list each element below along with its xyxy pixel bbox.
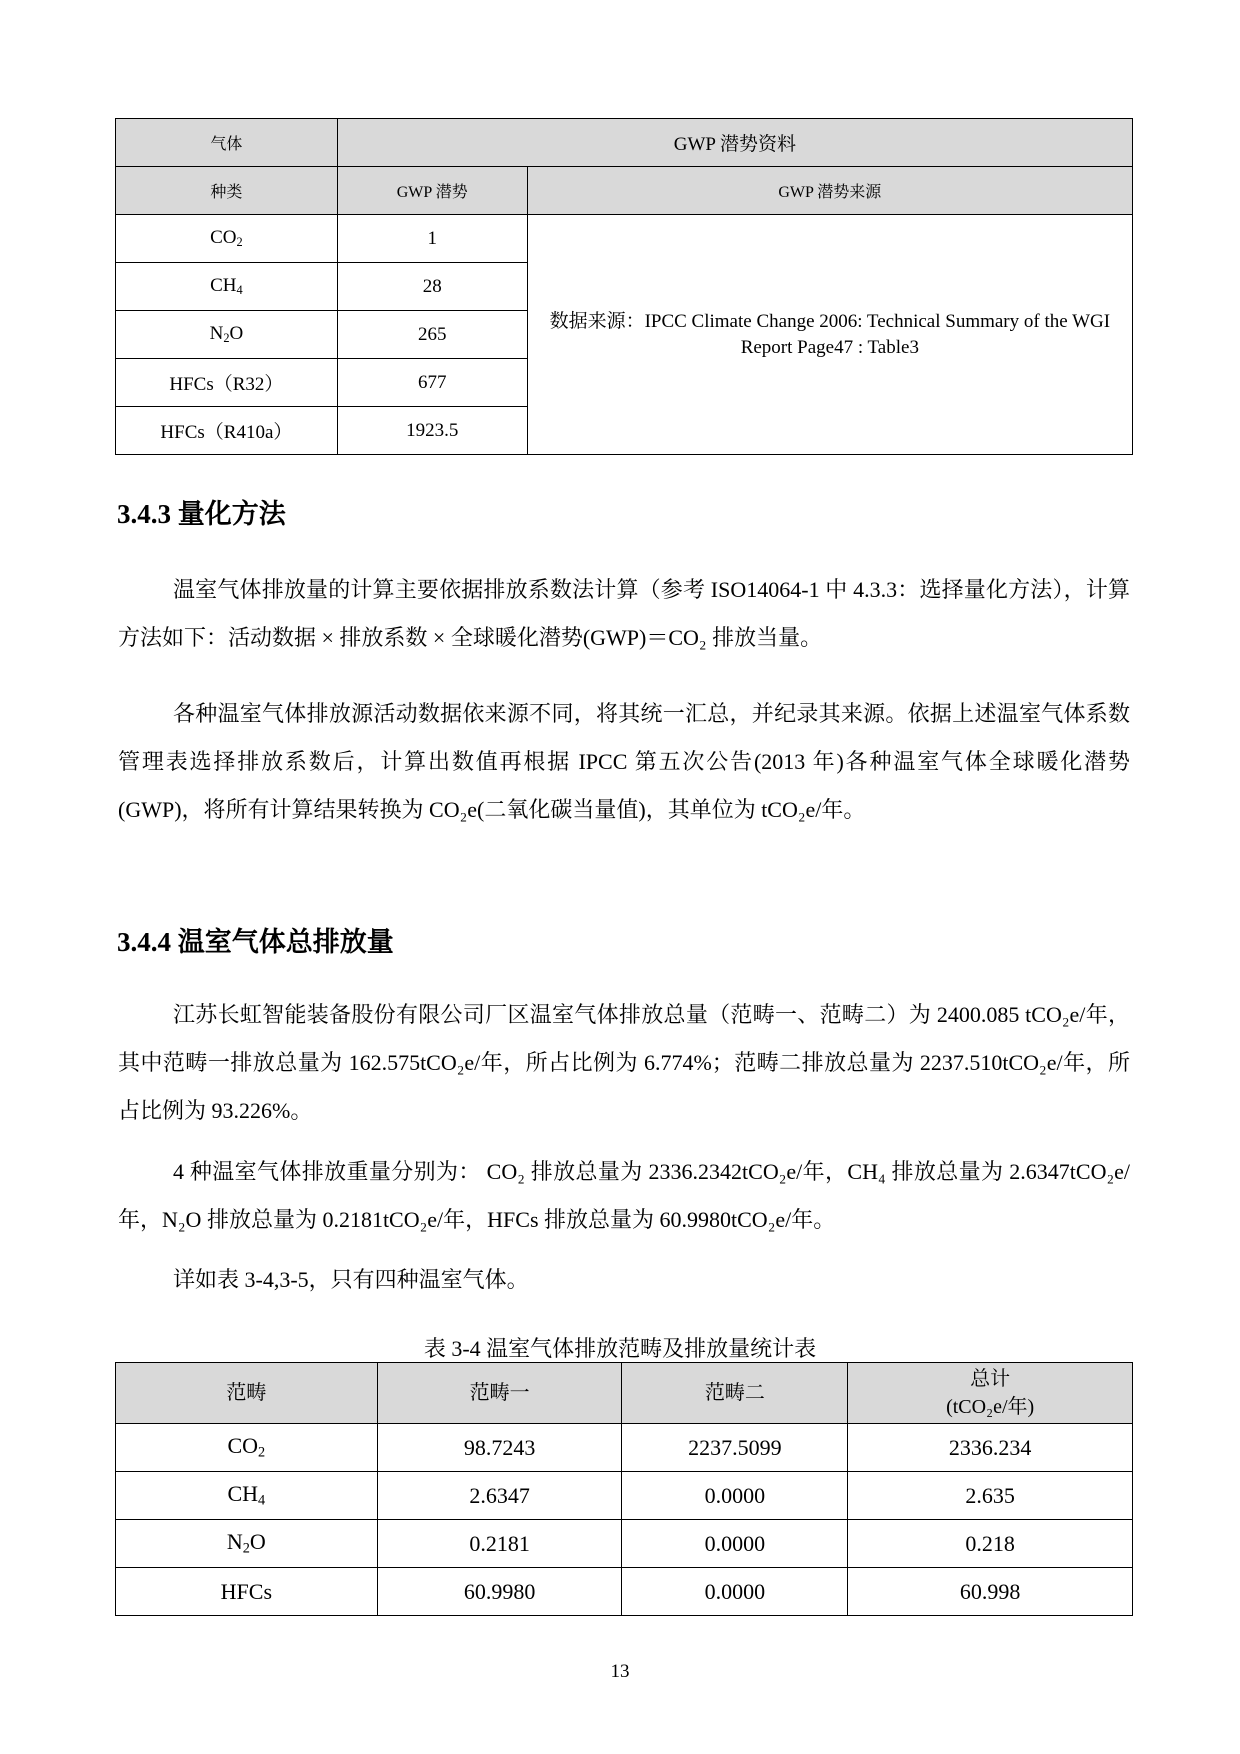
section-heading-3-4-3: 3.4.3 量化方法 — [117, 499, 286, 529]
table-row — [116, 215, 1133, 263]
scope1-cell: 98.7243 — [377, 1424, 622, 1472]
header-total-label: 总计 — [970, 1368, 1011, 1390]
gas-cell: $N_2O$ — [116, 311, 338, 359]
scope1-cell: 2.6347 — [377, 1472, 622, 1520]
table-row — [116, 1424, 1133, 1472]
gwp-table — [115, 118, 1133, 455]
gwp-header-info: GWP 潜势资料 — [337, 119, 1132, 167]
gwp-header-gwp: GWP 潜势 — [337, 167, 527, 215]
header-total-unit: (tCO₂e/年) — [946, 1396, 1035, 1418]
gwp-value-cell: 677 — [337, 359, 527, 407]
table-caption: 表 3-4 温室气体排放范畴及排放量统计表 — [423, 1336, 817, 1361]
gwp-header-gas: 气体 — [116, 119, 338, 167]
gwp-value-cell: 1923.5 — [337, 407, 527, 455]
page-number: 13 — [610, 1661, 630, 1682]
total-cell: 2336.234 — [848, 1424, 1133, 1472]
table-row — [116, 1568, 1133, 1616]
scope1-cell: 60.9980 — [377, 1568, 622, 1616]
gwp-source-cell: 数据来源：IPCC Climate Change 2006: Technical Summary of the WGI Report Page47 : Table3 — [527, 215, 1132, 455]
gwp-value-cell: 28 — [337, 263, 527, 311]
paragraph-see-tables: 详如表 3-4,3-5，只有四种温室气体。 — [173, 1267, 529, 1292]
header-total — [848, 1363, 1133, 1424]
paragraph-method: 温室气体排放量的计算主要依据排放系数法计算（参考 ISO14064-1 中 4.3.3：选择量化方法），计算方法如下：活动数据 × 排放系数 × 全球暖化潜势(GWP)＝CO₂ 排放当量。 — [118, 577, 1130, 650]
section-heading-3-4-4: 3.4.4 温室气体总排放量 — [117, 927, 394, 957]
gas-cell: HFCs — [116, 1568, 378, 1616]
gas-cell: $CH_4$ — [116, 263, 338, 311]
total-cell: 60.998 — [848, 1568, 1133, 1616]
gas-cell: $CO_2$ — [116, 215, 338, 263]
gas-cell: HFCs（R32） — [116, 359, 338, 407]
header-scope1: 范畴一 — [377, 1363, 622, 1424]
paragraph-activity-data: 各种温室气体排放源活动数据依来源不同，将其统一汇总，并纪录其来源。依据上述温室气体系数管理表选择排放系数后，计算出数值再根据 IPCC 第五次公告(2013 年)各种温室气体全球暖化潜势(GWP)，将所有计算结果转换为 CO₂e(二氧化碳当量值)，其单位为 tCO₂e/年。 — [118, 701, 1130, 822]
table-row — [116, 1472, 1133, 1520]
table-row — [116, 1520, 1133, 1568]
paragraph-total-emission: 江苏长虹智能装备股份有限公司厂区温室气体排放总量（范畴一、范畴二）为 2400.085 tCO₂e/年，其中范畴一排放总量为 162.575tCO₂e/年，所占比例为 6.774%；范畴二排放总量为 2237.510tCO₂e/年，所占比例为 93.226%。 — [118, 1002, 1130, 1123]
scope2-cell: 0.0000 — [622, 1568, 848, 1616]
scope2-cell: 0.0000 — [622, 1520, 848, 1568]
gwp-header-source: GWP 潜势来源 — [527, 167, 1132, 215]
gwp-header-kind: 种类 — [116, 167, 338, 215]
header-scope2: 范畴二 — [622, 1363, 848, 1424]
total-cell: 2.635 — [848, 1472, 1133, 1520]
emission-table — [115, 1362, 1133, 1616]
scope2-cell: 0.0000 — [622, 1472, 848, 1520]
header-category: 范畴 — [116, 1363, 378, 1424]
paragraph-gas-breakdown: 4 种温室气体排放重量分别为： CO₂ 排放总量为 2336.2342tCO₂e/年，CH₄ 排放总量为 2.6347tCO₂e/年，N₂O 排放总量为 0.2181tCO₂e/年，HFCs 排放总量为 60.9980tCO₂e/年。 — [118, 1159, 1130, 1232]
scope2-cell: 2237.5099 — [622, 1424, 848, 1472]
gwp-value-cell: 1 — [337, 215, 527, 263]
gas-cell: $CH_4$ — [116, 1472, 378, 1520]
gwp-value-cell: 265 — [337, 311, 527, 359]
gas-cell: HFCs（R410a） — [116, 407, 338, 455]
gas-cell: $CO_2$ — [116, 1424, 378, 1472]
gas-cell: $N_2O$ — [116, 1520, 378, 1568]
total-cell: 0.218 — [848, 1520, 1133, 1568]
scope1-cell: 0.2181 — [377, 1520, 622, 1568]
